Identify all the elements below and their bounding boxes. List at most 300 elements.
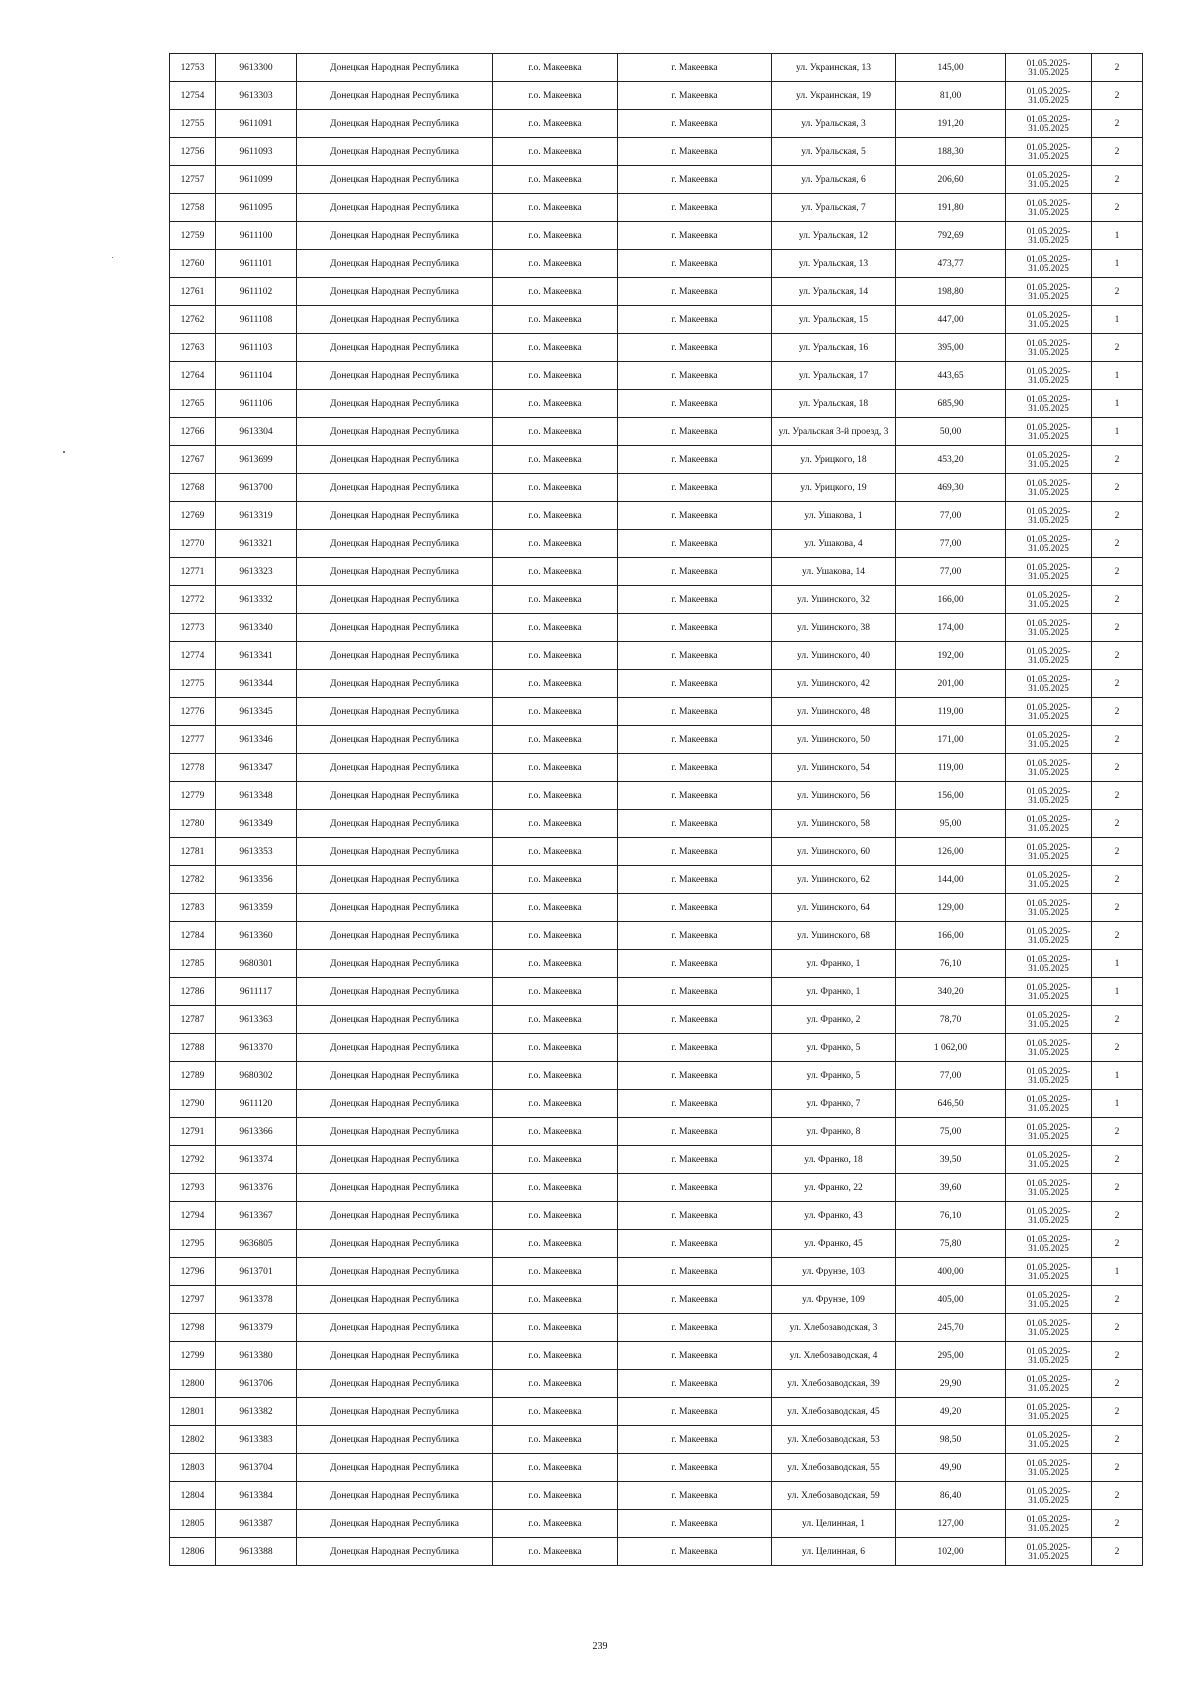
cell-code: 9613383 [216, 1426, 297, 1454]
cell-city: г. Макеевка [618, 698, 772, 726]
cell-period: 01.05.2025- 31.05.2025 [1006, 1426, 1092, 1454]
cell-number: 12756 [170, 138, 216, 166]
cell-city: г. Макеевка [618, 1118, 772, 1146]
cell-republic: Донецкая Народная Республика [297, 1370, 493, 1398]
cell-address: ул. Украинская, 19 [772, 82, 896, 110]
cell-republic: Донецкая Народная Республика [297, 1118, 493, 1146]
cell-code: 9611104 [216, 362, 297, 390]
cell-address: ул. Уральская, 17 [772, 362, 896, 390]
cell-code: 9611099 [216, 166, 297, 194]
cell-period: 01.05.2025- 31.05.2025 [1006, 810, 1092, 838]
table-row [170, 1118, 1143, 1146]
cell-category: 1 [1092, 306, 1143, 334]
cell-address: ул. Урицкого, 18 [772, 446, 896, 474]
cell-category: 2 [1092, 698, 1143, 726]
cell-address: ул. Уральская, 5 [772, 138, 896, 166]
cell-city: г. Макеевка [618, 558, 772, 586]
cell-republic: Донецкая Народная Республика [297, 1510, 493, 1538]
cell-code: 9611106 [216, 390, 297, 418]
cell-city: г. Макеевка [618, 838, 772, 866]
cell-number: 12771 [170, 558, 216, 586]
cell-period: 01.05.2025- 31.05.2025 [1006, 250, 1092, 278]
cell-address: ул. Целинная, 6 [772, 1538, 896, 1566]
cell-city: г. Макеевка [618, 278, 772, 306]
cell-city: г. Макеевка [618, 362, 772, 390]
cell-republic: Донецкая Народная Республика [297, 586, 493, 614]
cell-period: 01.05.2025- 31.05.2025 [1006, 446, 1092, 474]
cell-district: г.о. Макеевка [493, 1342, 618, 1370]
cell-period: 01.05.2025- 31.05.2025 [1006, 194, 1092, 222]
table-row [170, 1202, 1143, 1230]
table-row [170, 1510, 1143, 1538]
cell-area: 102,00 [896, 1538, 1006, 1566]
scan-speck [63, 451, 65, 453]
cell-area: 192,00 [896, 642, 1006, 670]
cell-area: 49,20 [896, 1398, 1006, 1426]
cell-category: 1 [1092, 390, 1143, 418]
cell-code: 9613384 [216, 1482, 297, 1510]
table-row [170, 1090, 1143, 1118]
cell-address: ул. Хлебозаводская, 3 [772, 1314, 896, 1342]
cell-district: г.о. Макеевка [493, 82, 618, 110]
cell-city: г. Макеевка [618, 82, 772, 110]
cell-address: ул. Франко, 7 [772, 1090, 896, 1118]
cell-period: 01.05.2025- 31.05.2025 [1006, 838, 1092, 866]
cell-republic: Донецкая Народная Республика [297, 894, 493, 922]
cell-period: 01.05.2025- 31.05.2025 [1006, 222, 1092, 250]
cell-period: 01.05.2025- 31.05.2025 [1006, 1510, 1092, 1538]
cell-code: 9613706 [216, 1370, 297, 1398]
cell-category: 2 [1092, 530, 1143, 558]
cell-category: 2 [1092, 166, 1143, 194]
register-table [169, 53, 1143, 1566]
cell-code: 9613376 [216, 1174, 297, 1202]
cell-area: 206,60 [896, 166, 1006, 194]
cell-category: 2 [1092, 1510, 1143, 1538]
cell-district: г.о. Макеевка [493, 1118, 618, 1146]
cell-area: 171,00 [896, 726, 1006, 754]
cell-code: 9613360 [216, 922, 297, 950]
cell-area: 156,00 [896, 782, 1006, 810]
cell-district: г.о. Макеевка [493, 894, 618, 922]
cell-area: 119,00 [896, 698, 1006, 726]
table-row [170, 222, 1143, 250]
cell-number: 12759 [170, 222, 216, 250]
cell-republic: Донецкая Народная Республика [297, 222, 493, 250]
cell-republic: Донецкая Народная Республика [297, 1174, 493, 1202]
cell-code: 9611101 [216, 250, 297, 278]
cell-number: 12800 [170, 1370, 216, 1398]
cell-area: 340,20 [896, 978, 1006, 1006]
cell-district: г.о. Макеевка [493, 558, 618, 586]
cell-code: 9613353 [216, 838, 297, 866]
cell-area: 95,00 [896, 810, 1006, 838]
cell-area: 201,00 [896, 670, 1006, 698]
cell-category: 1 [1092, 950, 1143, 978]
cell-district: г.о. Макеевка [493, 782, 618, 810]
cell-address: ул. Франко, 18 [772, 1146, 896, 1174]
cell-address: ул. Хлебозаводская, 59 [772, 1482, 896, 1510]
cell-period: 01.05.2025- 31.05.2025 [1006, 1006, 1092, 1034]
table-row [170, 474, 1143, 502]
cell-address: ул. Франко, 5 [772, 1062, 896, 1090]
cell-period: 01.05.2025- 31.05.2025 [1006, 698, 1092, 726]
table-row [170, 1538, 1143, 1566]
cell-period: 01.05.2025- 31.05.2025 [1006, 1370, 1092, 1398]
cell-republic: Донецкая Народная Республика [297, 306, 493, 334]
cell-republic: Донецкая Народная Республика [297, 1342, 493, 1370]
cell-city: г. Макеевка [618, 866, 772, 894]
cell-address: ул. Франко, 45 [772, 1230, 896, 1258]
cell-number: 12755 [170, 110, 216, 138]
cell-city: г. Макеевка [618, 418, 772, 446]
cell-address: ул. Уральская, 12 [772, 222, 896, 250]
cell-category: 2 [1092, 726, 1143, 754]
cell-area: 191,80 [896, 194, 1006, 222]
cell-category: 1 [1092, 250, 1143, 278]
cell-district: г.о. Макеевка [493, 586, 618, 614]
cell-number: 12757 [170, 166, 216, 194]
cell-republic: Донецкая Народная Республика [297, 474, 493, 502]
cell-address: ул. Ушинского, 62 [772, 866, 896, 894]
cell-area: 29,90 [896, 1370, 1006, 1398]
cell-number: 12770 [170, 530, 216, 558]
cell-city: г. Макеевка [618, 642, 772, 670]
cell-city: г. Макеевка [618, 1314, 772, 1342]
cell-city: г. Макеевка [618, 306, 772, 334]
cell-number: 12777 [170, 726, 216, 754]
cell-number: 12754 [170, 82, 216, 110]
cell-district: г.о. Макеевка [493, 1258, 618, 1286]
cell-area: 191,20 [896, 110, 1006, 138]
cell-address: ул. Хлебозаводская, 53 [772, 1426, 896, 1454]
cell-city: г. Макеевка [618, 1538, 772, 1566]
table-row [170, 558, 1143, 586]
cell-area: 473,77 [896, 250, 1006, 278]
cell-period: 01.05.2025- 31.05.2025 [1006, 614, 1092, 642]
cell-period: 01.05.2025- 31.05.2025 [1006, 1482, 1092, 1510]
cell-district: г.о. Макеевка [493, 726, 618, 754]
cell-category: 2 [1092, 1118, 1143, 1146]
cell-category: 2 [1092, 1398, 1143, 1426]
table-row [170, 1258, 1143, 1286]
cell-number: 12785 [170, 950, 216, 978]
cell-address: ул. Уральская, 14 [772, 278, 896, 306]
table-row [170, 250, 1143, 278]
cell-republic: Донецкая Народная Республика [297, 334, 493, 362]
cell-area: 145,00 [896, 54, 1006, 82]
cell-code: 9611091 [216, 110, 297, 138]
cell-republic: Донецкая Народная Республика [297, 1230, 493, 1258]
cell-period: 01.05.2025- 31.05.2025 [1006, 530, 1092, 558]
cell-category: 2 [1092, 446, 1143, 474]
cell-address: ул. Франко, 2 [772, 1006, 896, 1034]
cell-republic: Донецкая Народная Республика [297, 1258, 493, 1286]
cell-number: 12795 [170, 1230, 216, 1258]
cell-district: г.о. Макеевка [493, 446, 618, 474]
cell-code: 9613374 [216, 1146, 297, 1174]
cell-area: 75,80 [896, 1230, 1006, 1258]
cell-city: г. Макеевка [618, 754, 772, 782]
cell-area: 469,30 [896, 474, 1006, 502]
cell-code: 9613344 [216, 670, 297, 698]
cell-republic: Донецкая Народная Республика [297, 838, 493, 866]
cell-address: ул. Франко, 22 [772, 1174, 896, 1202]
cell-number: 12773 [170, 614, 216, 642]
cell-republic: Донецкая Народная Республика [297, 1426, 493, 1454]
cell-city: г. Макеевка [618, 1342, 772, 1370]
cell-period: 01.05.2025- 31.05.2025 [1006, 726, 1092, 754]
cell-city: г. Макеевка [618, 894, 772, 922]
table-row [170, 670, 1143, 698]
cell-republic: Донецкая Народная Республика [297, 1034, 493, 1062]
table-row [170, 838, 1143, 866]
cell-district: г.о. Макеевка [493, 1370, 618, 1398]
cell-category: 2 [1092, 1202, 1143, 1230]
cell-district: г.о. Макеевка [493, 1202, 618, 1230]
cell-area: 174,00 [896, 614, 1006, 642]
cell-city: г. Макеевка [618, 922, 772, 950]
cell-city: г. Макеевка [618, 1426, 772, 1454]
cell-address: ул. Хлебозаводская, 39 [772, 1370, 896, 1398]
cell-district: г.о. Макеевка [493, 642, 618, 670]
cell-address: ул. Ушинского, 50 [772, 726, 896, 754]
cell-category: 2 [1092, 1454, 1143, 1482]
cell-address: ул. Ушинского, 32 [772, 586, 896, 614]
table-row [170, 1370, 1143, 1398]
cell-period: 01.05.2025- 31.05.2025 [1006, 1146, 1092, 1174]
cell-address: ул. Уральская, 6 [772, 166, 896, 194]
cell-number: 12779 [170, 782, 216, 810]
cell-code: 9613700 [216, 474, 297, 502]
cell-area: 405,00 [896, 1286, 1006, 1314]
cell-address: ул. Украинская, 13 [772, 54, 896, 82]
cell-district: г.о. Макеевка [493, 1230, 618, 1258]
cell-number: 12790 [170, 1090, 216, 1118]
cell-category: 2 [1092, 278, 1143, 306]
cell-code: 9611120 [216, 1090, 297, 1118]
cell-number: 12781 [170, 838, 216, 866]
cell-period: 01.05.2025- 31.05.2025 [1006, 922, 1092, 950]
cell-city: г. Макеевка [618, 1230, 772, 1258]
table-row [170, 1034, 1143, 1062]
cell-city: г. Макеевка [618, 586, 772, 614]
cell-number: 12788 [170, 1034, 216, 1062]
cell-number: 12804 [170, 1482, 216, 1510]
cell-code: 9613304 [216, 418, 297, 446]
cell-address: ул. Ушинского, 40 [772, 642, 896, 670]
cell-republic: Донецкая Народная Республика [297, 1062, 493, 1090]
cell-number: 12761 [170, 278, 216, 306]
cell-number: 12787 [170, 1006, 216, 1034]
cell-district: г.о. Макеевка [493, 1062, 618, 1090]
cell-address: ул. Хлебозаводская, 4 [772, 1342, 896, 1370]
cell-address: ул. Франко, 1 [772, 950, 896, 978]
cell-district: г.о. Макеевка [493, 922, 618, 950]
cell-number: 12782 [170, 866, 216, 894]
cell-area: 127,00 [896, 1510, 1006, 1538]
cell-address: ул. Уральская, 7 [772, 194, 896, 222]
cell-address: ул. Ушинского, 64 [772, 894, 896, 922]
table-row [170, 1342, 1143, 1370]
table-row [170, 1426, 1143, 1454]
cell-republic: Донецкая Народная Республика [297, 138, 493, 166]
cell-republic: Донецкая Народная Республика [297, 82, 493, 110]
table-row [170, 1146, 1143, 1174]
cell-category: 2 [1092, 838, 1143, 866]
cell-republic: Донецкая Народная Республика [297, 1006, 493, 1034]
table-row [170, 1286, 1143, 1314]
cell-area: 453,20 [896, 446, 1006, 474]
cell-period: 01.05.2025- 31.05.2025 [1006, 418, 1092, 446]
cell-area: 198,80 [896, 278, 1006, 306]
cell-city: г. Макеевка [618, 1202, 772, 1230]
cell-code: 9613378 [216, 1286, 297, 1314]
cell-number: 12774 [170, 642, 216, 670]
cell-district: г.о. Макеевка [493, 110, 618, 138]
cell-address: ул. Фрунзе, 109 [772, 1286, 896, 1314]
table-row [170, 502, 1143, 530]
cell-area: 129,00 [896, 894, 1006, 922]
cell-number: 12784 [170, 922, 216, 950]
cell-republic: Донецкая Народная Республика [297, 390, 493, 418]
cell-city: г. Макеевка [618, 1090, 772, 1118]
cell-district: г.о. Макеевка [493, 1174, 618, 1202]
cell-district: г.о. Макеевка [493, 166, 618, 194]
page-number: 239 [592, 1641, 608, 1652]
table-row [170, 418, 1143, 446]
cell-category: 2 [1092, 922, 1143, 950]
cell-republic: Донецкая Народная Республика [297, 642, 493, 670]
cell-period: 01.05.2025- 31.05.2025 [1006, 1090, 1092, 1118]
cell-code: 9613704 [216, 1454, 297, 1482]
cell-area: 76,10 [896, 950, 1006, 978]
cell-code: 9613303 [216, 82, 297, 110]
cell-district: г.о. Макеевка [493, 334, 618, 362]
cell-period: 01.05.2025- 31.05.2025 [1006, 166, 1092, 194]
cell-area: 119,00 [896, 754, 1006, 782]
cell-category: 2 [1092, 754, 1143, 782]
cell-category: 2 [1092, 1006, 1143, 1034]
cell-republic: Донецкая Народная Республика [297, 110, 493, 138]
cell-period: 01.05.2025- 31.05.2025 [1006, 1062, 1092, 1090]
cell-code: 9613300 [216, 54, 297, 82]
cell-city: г. Макеевка [618, 54, 772, 82]
cell-number: 12802 [170, 1426, 216, 1454]
cell-area: 39,60 [896, 1174, 1006, 1202]
cell-republic: Донецкая Народная Республика [297, 1482, 493, 1510]
cell-period: 01.05.2025- 31.05.2025 [1006, 586, 1092, 614]
cell-district: г.о. Макеевка [493, 950, 618, 978]
cell-category: 1 [1092, 362, 1143, 390]
cell-number: 12764 [170, 362, 216, 390]
cell-district: г.о. Макеевка [493, 754, 618, 782]
cell-code: 9613382 [216, 1398, 297, 1426]
cell-address: ул. Целинная, 1 [772, 1510, 896, 1538]
cell-district: г.о. Макеевка [493, 1454, 618, 1482]
cell-area: 76,10 [896, 1202, 1006, 1230]
cell-district: г.о. Макеевка [493, 1146, 618, 1174]
cell-code: 9611100 [216, 222, 297, 250]
cell-area: 1 062,00 [896, 1034, 1006, 1062]
cell-area: 50,00 [896, 418, 1006, 446]
cell-area: 86,40 [896, 1482, 1006, 1510]
cell-area: 188,30 [896, 138, 1006, 166]
cell-city: г. Макеевка [618, 390, 772, 418]
cell-code: 9613348 [216, 782, 297, 810]
cell-category: 1 [1092, 222, 1143, 250]
table-row [170, 894, 1143, 922]
table-row [170, 1482, 1143, 1510]
cell-city: г. Макеевка [618, 1482, 772, 1510]
cell-number: 12798 [170, 1314, 216, 1342]
cell-address: ул. Ушакова, 4 [772, 530, 896, 558]
cell-period: 01.05.2025- 31.05.2025 [1006, 502, 1092, 530]
cell-code: 9613387 [216, 1510, 297, 1538]
table-row [170, 390, 1143, 418]
cell-address: ул. Франко, 1 [772, 978, 896, 1006]
cell-area: 77,00 [896, 530, 1006, 558]
table-row [170, 334, 1143, 362]
cell-republic: Донецкая Народная Республика [297, 54, 493, 82]
cell-category: 1 [1092, 1258, 1143, 1286]
table-row [170, 866, 1143, 894]
cell-category: 2 [1092, 1286, 1143, 1314]
cell-district: г.о. Макеевка [493, 1538, 618, 1566]
cell-code: 9611117 [216, 978, 297, 1006]
cell-area: 77,00 [896, 502, 1006, 530]
cell-number: 12805 [170, 1510, 216, 1538]
cell-code: 9613388 [216, 1538, 297, 1566]
cell-period: 01.05.2025- 31.05.2025 [1006, 1398, 1092, 1426]
cell-republic: Донецкая Народная Республика [297, 530, 493, 558]
cell-period: 01.05.2025- 31.05.2025 [1006, 362, 1092, 390]
cell-code: 9613346 [216, 726, 297, 754]
cell-city: г. Макеевка [618, 1034, 772, 1062]
table-row [170, 306, 1143, 334]
cell-area: 75,00 [896, 1118, 1006, 1146]
cell-category: 2 [1092, 1034, 1143, 1062]
cell-number: 12801 [170, 1398, 216, 1426]
table-row [170, 446, 1143, 474]
cell-republic: Донецкая Народная Республика [297, 418, 493, 446]
cell-category: 2 [1092, 670, 1143, 698]
cell-area: 78,70 [896, 1006, 1006, 1034]
cell-district: г.о. Макеевка [493, 1034, 618, 1062]
cell-number: 12806 [170, 1538, 216, 1566]
cell-category: 2 [1092, 110, 1143, 138]
cell-address: ул. Франко, 43 [772, 1202, 896, 1230]
cell-republic: Донецкая Народная Республика [297, 558, 493, 586]
cell-address: ул. Уральская, 3 [772, 110, 896, 138]
cell-period: 01.05.2025- 31.05.2025 [1006, 978, 1092, 1006]
cell-republic: Донецкая Народная Республика [297, 726, 493, 754]
cell-category: 2 [1092, 1174, 1143, 1202]
cell-republic: Донецкая Народная Республика [297, 670, 493, 698]
cell-district: г.о. Макеевка [493, 670, 618, 698]
cell-period: 01.05.2025- 31.05.2025 [1006, 1202, 1092, 1230]
cell-republic: Донецкая Народная Республика [297, 194, 493, 222]
cell-category: 2 [1092, 1146, 1143, 1174]
cell-district: г.о. Макеевка [493, 810, 618, 838]
table-row [170, 754, 1143, 782]
table-row [170, 586, 1143, 614]
cell-address: ул. Ушинского, 60 [772, 838, 896, 866]
cell-category: 2 [1092, 1314, 1143, 1342]
cell-area: 395,00 [896, 334, 1006, 362]
cell-address: ул. Уральская 3-й проезд, 3 [772, 418, 896, 446]
cell-address: ул. Уральская, 15 [772, 306, 896, 334]
